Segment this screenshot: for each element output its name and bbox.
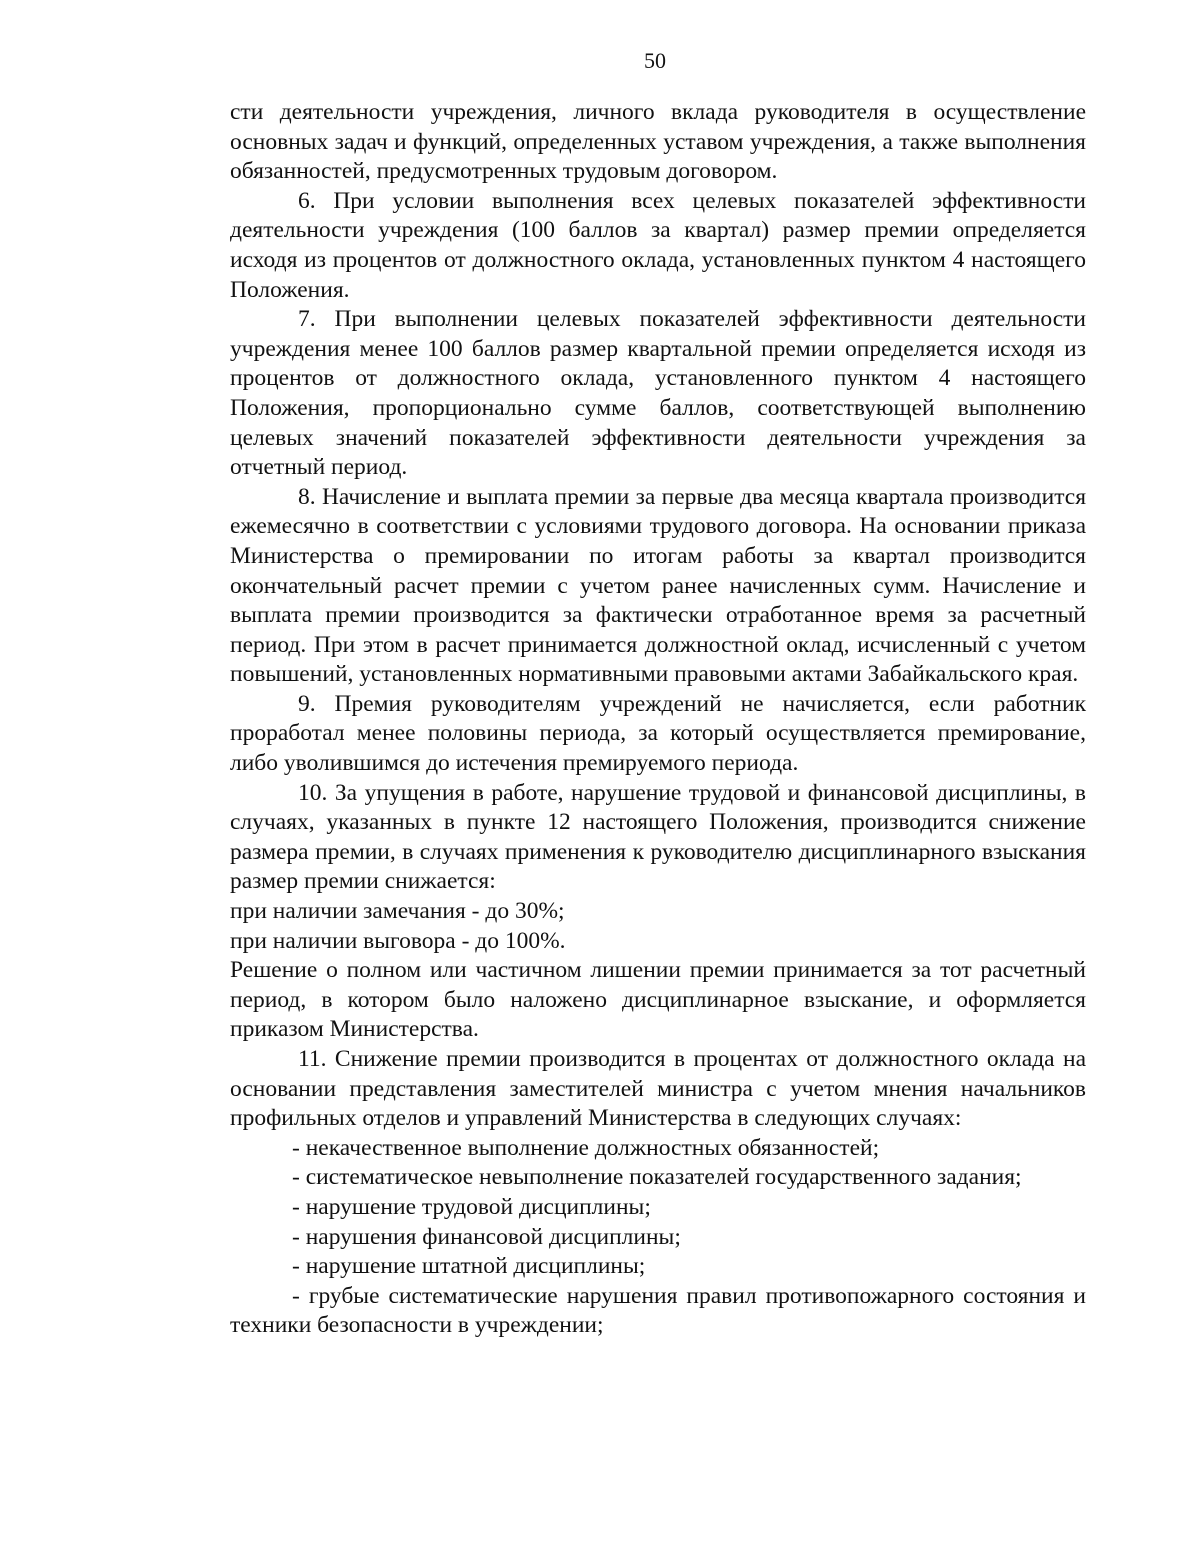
paragraph-item-8: 8. Начисление и выплата премии за первые два месяца квартала производится ежемесячно в соответствии с условиями трудового договора. На основании приказа Министерства о премировании по итогам работы за квартал производится окончательный расчет премии с учетом ранее начисленных сумм. Начисление и выплата премии производится за фактически отработанное время за расчетный период. При этом в расчет принимается должностной оклад, исчисленный с учетом повышений, установленных нормативными правовыми актами Забайкальского края. <box>230 483 1086 688</box>
document-body <box>230 98 1086 1341</box>
paragraph-item-9: 9. Премия руководителям учреждений не начисляется, если работник проработал менее половины периода, за который осуществляется премирование, либо уволившимся до истечения премируемого периода. <box>230 690 1086 777</box>
list-item: - нарушения финансовой дисциплины; <box>292 1223 681 1250</box>
paragraph-continuation: сти деятельности учреждения, личного вклада руководителя в осуществление основных задач и функций, определенных уставом учреждения, а также выполнения обязанностей, предусмотренных трудовым договором. <box>230 99 1086 185</box>
penalty-remark-line: при наличии замечания - до 30%; <box>230 898 565 925</box>
paragraph-item-11: 11. Снижение премии производится в процентах от должностного оклада на основании представления заместителей министра с учетом мнения начальников профильных отделов и управлений Министерства в следующих случаях: <box>230 1046 1086 1132</box>
paragraph-decision: Решение о полном или частичном лишении премии принимается за тот расчетный период, в котором было наложено дисциплинарное взыскание, и оформляется приказом Министерства. <box>230 957 1086 1043</box>
list-item: - нарушение трудовой дисциплины; <box>292 1193 651 1220</box>
list-item: - систематическое невыполнение показателей государственного задания; <box>292 1164 1022 1191</box>
paragraph-item-10: 10. За упущения в работе, нарушение трудовой и финансовой дисциплины, в случаях, указанных в пункте 12 настоящего Положения, производится снижение размера премии, в случаях применения к руководителю дисциплинарного взыскания размер премии снижается: <box>230 779 1086 895</box>
penalty-reprimand-line: при наличии выговора - до 100%. <box>230 927 566 954</box>
list-item: - некачественное выполнение должностных обязанностей; <box>292 1134 880 1161</box>
paragraph-item-6: 6. При условии выполнения всех целевых показателей эффективности деятельности учреждения (100 баллов за квартал) размер премии определяется исходя из процентов от должностного оклада, установленных пунктом 4 настоящего Положения. <box>230 187 1086 303</box>
paragraph-item-7: 7. При выполнении целевых показателей эффективности деятельности учреждения менее 100 баллов размер квартальной премии определяется исходя из процентов от должностного оклада, установленного пунктом 4 настоящего Положения, пропорционально сумме баллов, соответствующей выполнению целевых значений показателей эффективности деятельности учреждения за отчетный период. <box>230 306 1086 481</box>
list-item: - нарушение штатной дисциплины; <box>292 1253 646 1280</box>
page-number: 50 <box>644 48 666 73</box>
list-item: - грубые систематические нарушения правил противопожарного состояния и техники безопасности в учреждении; <box>230 1282 1086 1339</box>
